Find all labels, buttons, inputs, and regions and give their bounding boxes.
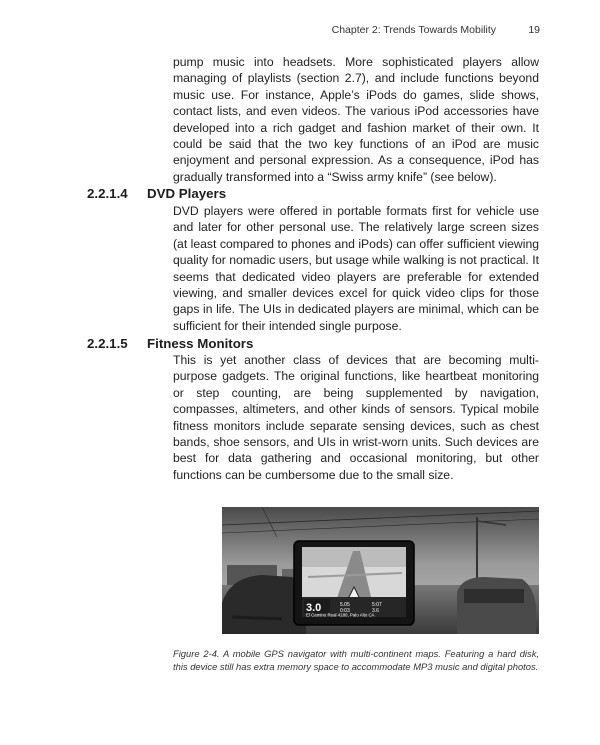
section-number: 2.2.1.4: [87, 186, 128, 201]
fitness-monitors-paragraph: This is yet another class of devices that are becoming multi-purpose gadgets. The original functions, like heartbeat monitoring or step counting, are being supplemented by navigation, compasses, altimeters, and other kinds of sensors. Typical mobile fitness monitors include separate sensing devices, such as chest bands, shoe sensors, and UIs in wrist-worn units. Such devices are best for data gathering and occasional monitoring, but other functions can be cumbersome due to the small size.: [173, 353, 539, 482]
intro-paragraph-block: [173, 54, 539, 185]
gps-remaining-readout: 0:03: [340, 608, 350, 614]
figure-caption: Figure 2-4. A mobile GPS navigator with multi-continent maps. Featuring a hard disk, this device still has extra memory space to accommodate MP3 music and digital photos.: [173, 648, 539, 672]
section-title: DVD Players: [147, 186, 227, 201]
fitness-monitors-paragraph-block: [173, 352, 539, 483]
dvd-players-paragraph-block: [173, 203, 539, 334]
running-head: [0, 24, 540, 40]
gps-time-readout: 5:07: [372, 602, 382, 608]
page-number: 19: [528, 24, 540, 36]
gps-distance-readout: 5.05: [340, 602, 350, 608]
section-heading-fitness-monitors: [87, 336, 253, 351]
dvd-players-paragraph: DVD players were offered in portable formats first for vehicle use and later for other personal use. The relatively large screen sizes (at least compared to phones and iPods) can offer sufficient viewing quality for nomadic users, but usage while walking is not practical. It seems that dedicated video players are preferable for extended viewing, and smaller devices excel for quick video clips for those gaps in life. The UIs in dedicated players are minimal, which can be sufficient for their intended single purpose.: [173, 204, 539, 333]
chapter-title: Chapter 2: Trends Towards Mobility: [331, 24, 496, 36]
gps-navigator-photo: [222, 507, 539, 634]
gps-speed-readout: 3.0: [306, 602, 322, 614]
section-title: Fitness Monitors: [147, 336, 254, 351]
gps-street-label: El Camino Real 4180, Palo Alto CA: [306, 612, 375, 618]
intro-paragraph: pump music into headsets. More sophisticated players allow managing of playlists (section 2.7), and include functions beyond music use. For instance, Apple’s iPods do games, slide shows, contact lists, and even videos. The various iPod accessories have developed into a rich gadget and fashion market of their own. It could be said that the two key functions of an iPod are music enjoyment and personal expression. As a consequence, iPod has gradually transformed into a “Swiss army knife” (see below).: [173, 55, 539, 184]
gps-remaining-distance-readout: 3.6: [372, 608, 379, 614]
section-heading-dvd-players: [87, 186, 226, 201]
section-number: 2.2.1.5: [87, 336, 128, 351]
